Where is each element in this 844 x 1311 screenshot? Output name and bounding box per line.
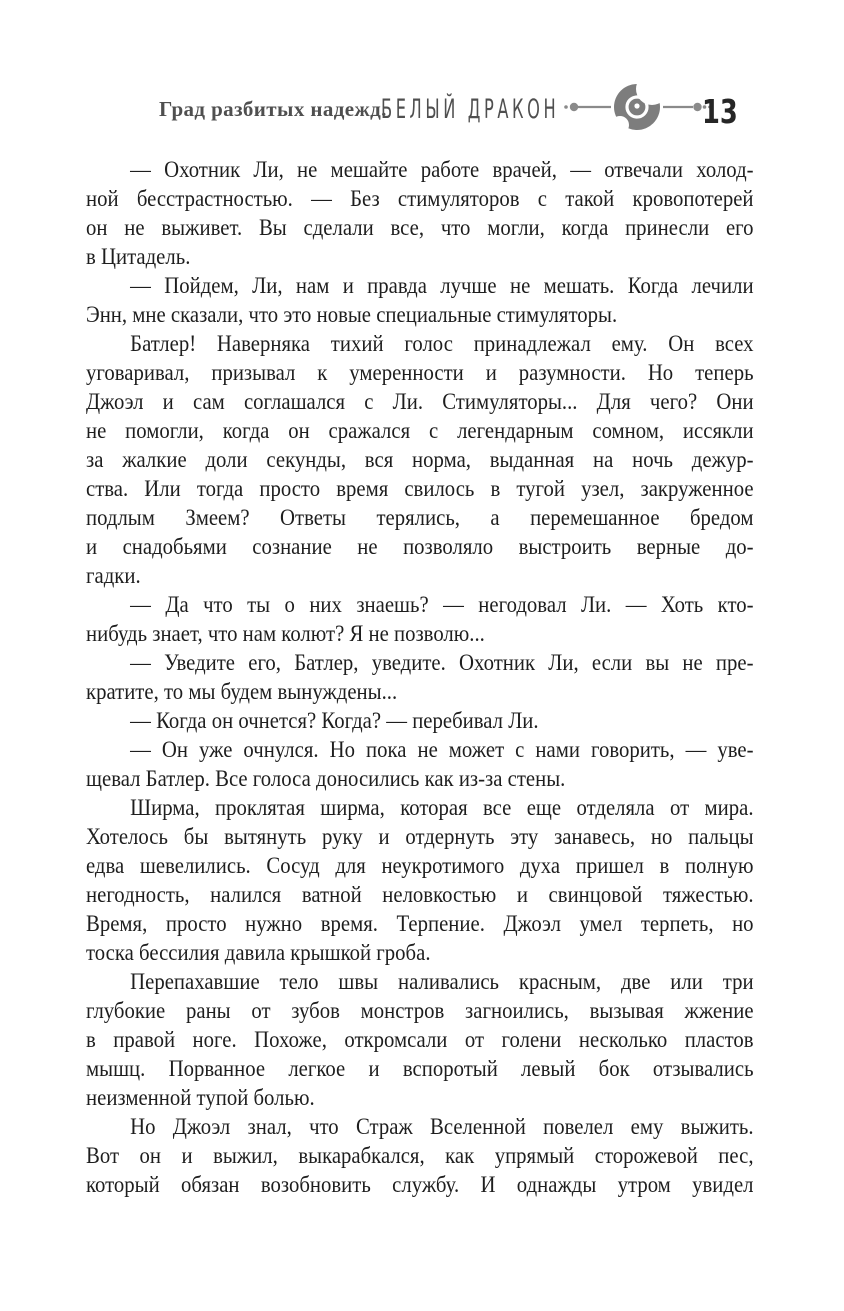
text-line: ства. Или тогда просто время свилось в тугой узел, закруженное xyxy=(86,476,754,502)
text-line: ной бесстрастностью. — Без стимуляторов с такой кровопотерей xyxy=(86,186,754,212)
text-line: нибудь знает, что нам колют? Я не позволю... xyxy=(86,621,485,647)
text-line: за жалкие доли секунды, вся норма, выданная на ночь дежур- xyxy=(86,447,754,473)
text-line: уговаривал, призывал к умеренности и разумности. Но теперь xyxy=(86,360,754,386)
text-line: Ширма, проклятая ширма, которая все еще отделяла от мира. xyxy=(130,795,754,821)
text-line: который обязан возобновить службу. И однажды утром увидел xyxy=(86,1172,754,1198)
text-line: Время, просто нужно время. Терпение. Джоэл умел терпеть, но xyxy=(86,911,754,937)
text-line: — Он уже очнулся. Но пока не может с нами говорить, — уве- xyxy=(130,737,754,763)
page-text-column xyxy=(86,156,754,1200)
text-line: Но Джоэл знал, что Страж Вселенной повелел ему выжить. xyxy=(130,1114,754,1140)
text-line: — Уведите его, Батлер, уведите. Охотник Ли, если вы не пре- xyxy=(130,650,754,676)
text-line: — Когда он очнется? Когда? — перебивал Ли. xyxy=(130,708,539,734)
text-line: он не выживет. Вы сделали все, что могли, когда принесли его xyxy=(86,215,754,241)
spiral-galaxy-ornament-icon xyxy=(563,84,713,130)
text-line: — Да что ты о них знаешь? — негодовал Ли. — Хоть кто- xyxy=(130,592,754,618)
text-line: Энн, мне сказали, что это новые специальные стимуляторы. xyxy=(86,302,618,328)
text-line: щевал Батлер. Все голоса доносились как из-за стены. xyxy=(86,766,566,792)
text-line: Вот он и выжил, выкарабкался, как упрямый сторожевой пес, xyxy=(86,1143,754,1169)
text-line: Джоэл и сам соглашался с Ли. Стимуляторы... Для чего? Они xyxy=(86,389,754,415)
text-line: едва шевелились. Сосуд для неукротимого духа пришел в полную xyxy=(86,853,754,879)
text-line: Хотелось бы вытянуть руку и отдернуть эту занавесь, но пальцы xyxy=(86,824,754,850)
text-line: гадки. xyxy=(86,563,141,589)
text-line: и снадобьями сознание не позволяло выстроить верные до- xyxy=(86,534,754,560)
running-head xyxy=(0,0,844,140)
text-line: подлым Змеем? Ответы терялись, а перемешанное бредом xyxy=(86,505,754,531)
text-line: глубокие раны от зубов монстров загноились, вызывая жжение xyxy=(86,998,754,1024)
text-line: мышц. Порванное легкое и вспоротый левый бок отзывались xyxy=(86,1056,754,1082)
text-line: неизменной тупой болью. xyxy=(86,1085,315,1111)
text-line: не помогли, когда он сражался с легендарным сомном, иссякли xyxy=(86,418,754,444)
text-line: Перепахавшие тело швы наливались красным, две или три xyxy=(130,969,754,995)
text-line: негодность, налился ватной неловкостью и свинцовой тяжестью. xyxy=(86,882,754,908)
text-line: — Пойдем, Ли, нам и правда лучше не мешать. Когда лечили xyxy=(130,273,754,299)
book-title: БЕЛЫЙ ДРАКОН xyxy=(381,94,560,125)
text-line: Батлер! Наверняка тихий голос принадлежал ему. Он всех xyxy=(130,331,754,357)
text-line: кратите, то мы будем вынуждены... xyxy=(86,679,398,705)
series-title: Град разбитых надежд. xyxy=(159,97,387,121)
text-line: в правой ноге. Похоже, откромсали от голени несколько пластов xyxy=(86,1027,754,1053)
text-line: тоска бессилия давила крышкой гроба. xyxy=(86,940,431,966)
text-line: в Цитадель. xyxy=(86,244,191,270)
text-line: — Охотник Ли, не мешайте работе врачей, — отвечали холод- xyxy=(130,157,754,183)
page-number: 13 xyxy=(702,92,738,131)
